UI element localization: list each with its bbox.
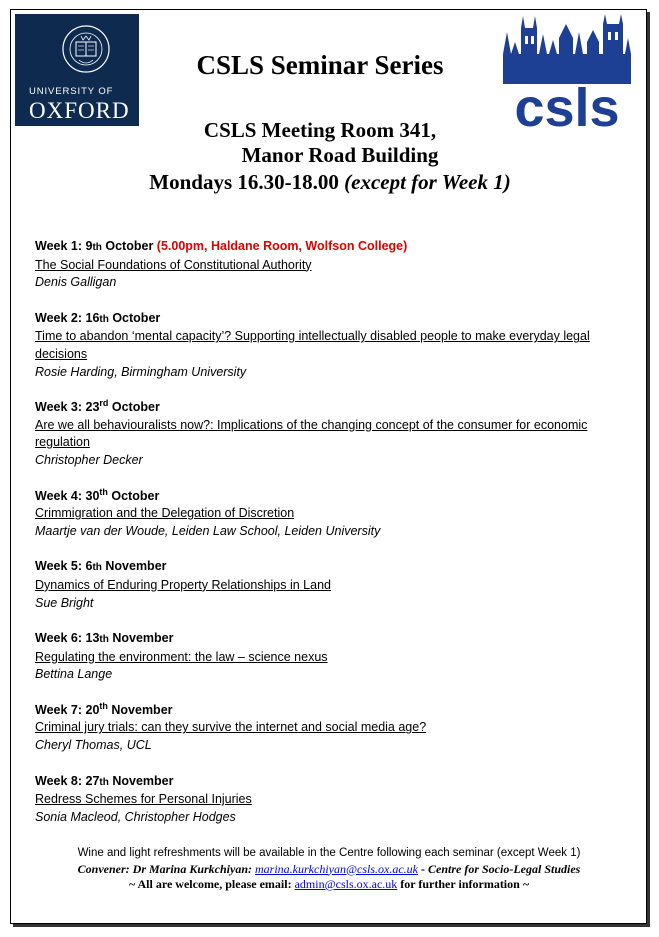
- times-main: Mondays 16.30-18.00: [149, 170, 345, 194]
- week-header: Week 1: 9th October (5.00pm, Haldane Room, Wolfson College): [35, 239, 408, 253]
- week-note: (5.00pm, Haldane Room, Wolfson College): [156, 239, 408, 253]
- week-header: Week 6: 13th November: [35, 631, 174, 646]
- week-header: Week 2: 16th October: [35, 310, 161, 325]
- seminar-speaker: Bettina Lange: [35, 667, 113, 682]
- week-header: Week 4: 30th October: [35, 486, 160, 503]
- oxford-crest-icon: [61, 24, 111, 74]
- footer: [20, 846, 638, 893]
- week-entry: [35, 630, 635, 684]
- week-entry: [35, 310, 635, 381]
- page-title: CSLS Seminar Series: [196, 50, 444, 80]
- seminar-speaker: Maartje van der Woude, Leiden Law School, Leiden University: [35, 523, 381, 538]
- seminar-topic: Regulating the environment: the law – science nexus: [35, 649, 328, 664]
- seminar-topic: The Social Foundations of Constitutional Authority: [35, 257, 312, 272]
- week-header: Week 7: 20th November: [35, 700, 173, 717]
- week-entry: [35, 238, 635, 292]
- seminar-topic: Criminal jury trials: can they survive the internet and social media age?: [35, 720, 427, 735]
- venue-line-1: CSLS Meeting Room 341,: [203, 118, 437, 142]
- seminar-speaker: Cheryl Thomas, UCL: [35, 738, 152, 753]
- admin-email-link[interactable]: admin@csls.ox.ac.uk: [294, 877, 398, 891]
- seminar-speaker: Sue Bright: [35, 595, 94, 610]
- seminar-times: [80, 170, 580, 195]
- venue-line-2: Manor Road Building: [241, 143, 439, 167]
- welcome-line: ~ All are welcome, please email: admin@csls.ox.ac.uk for further information ~: [128, 877, 530, 891]
- seminar-speaker: Rosie Harding, Birmingham University: [35, 364, 247, 379]
- seminar-topic: Redress Schemes for Personal Injuries: [35, 792, 252, 807]
- csls-logo-text: csls: [514, 78, 620, 134]
- seminar-speaker: Denis Galligan: [35, 275, 117, 290]
- week-entry: [35, 702, 635, 755]
- seminar-schedule: [35, 238, 635, 844]
- times-note: (except for Week 1): [344, 170, 511, 194]
- week-entry: [35, 399, 635, 469]
- oxford-logo-bottom: OXFORD: [29, 98, 130, 123]
- seminar-speaker: Christopher Decker: [35, 452, 143, 467]
- refreshments-note: Wine and light refreshments will be available in the Centre following each seminar (except Week 1): [77, 847, 581, 859]
- week-header: Week 8: 27th November: [35, 773, 174, 788]
- csls-logo: [503, 14, 631, 134]
- seminar-speaker: Sonia Macleod, Christopher Hodges: [35, 809, 236, 824]
- week-header: Week 5: 6th November: [35, 559, 167, 574]
- week-entry: [35, 488, 635, 541]
- convener-email-link[interactable]: marina.kurkchiyan@csls.ox.ac.uk: [255, 861, 419, 876]
- seminar-topic: Crimmigration and the Delegation of Discretion: [35, 506, 295, 521]
- seminar-topic: Dynamics of Enduring Property Relationships in Land: [35, 577, 331, 592]
- seminar-topic: Are we all behaviouralists now?: Implications of the changing concept of the consumer for economic regulation: [35, 417, 588, 450]
- oxford-logo-top: UNIVERSITY OF: [29, 86, 114, 97]
- week-entry: [35, 773, 635, 827]
- seminar-topic: Time to abandon ‘mental capacity’? Supporting intellectually disabled people to make everyday legal decisions: [35, 329, 590, 361]
- week-entry: [35, 558, 635, 612]
- oxford-logo: [15, 14, 139, 126]
- week-header: Week 3: 23rd October: [35, 398, 160, 415]
- convener-line: Convener: Dr Marina Kurkchiyan: marina.kurkchiyan@csls.ox.ac.uk - Centre for Socio-Legal Studies: [77, 861, 581, 876]
